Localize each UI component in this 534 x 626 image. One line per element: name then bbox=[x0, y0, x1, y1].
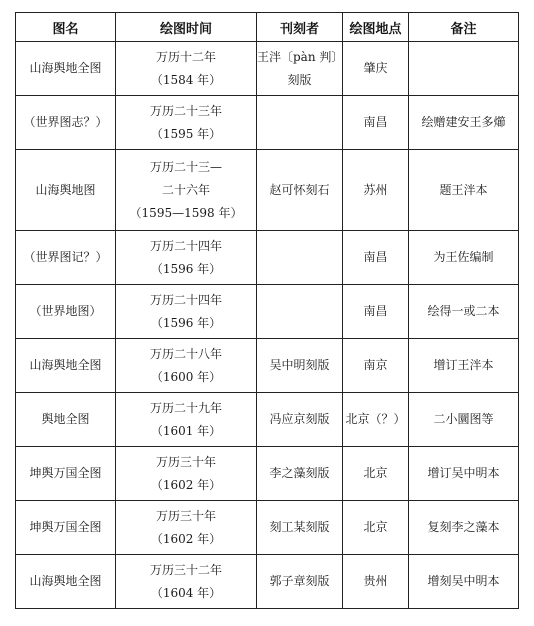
cell-drawing-time-line: 万历二十九年 bbox=[149, 400, 222, 415]
cell-map-name: 山海舆地图 bbox=[16, 150, 116, 231]
header-row bbox=[16, 13, 519, 42]
cell-drawing-place: 南昌 bbox=[343, 231, 409, 285]
table-header bbox=[16, 13, 519, 42]
cell-engraver-line: 刻版 bbox=[287, 72, 312, 87]
cell-map-name: 山海舆地全图 bbox=[16, 339, 116, 393]
cell-drawing-time-line: 万历三十二年 bbox=[149, 562, 222, 577]
cell-drawing-place: 苏州 bbox=[343, 150, 409, 231]
cell-note: 增刻吴中明本 bbox=[409, 555, 519, 609]
cell-engraver-line: 冯应京刻版 bbox=[269, 412, 330, 426]
cell-engraver bbox=[257, 501, 343, 555]
cell-note: 为王佐编制 bbox=[409, 231, 519, 285]
cell-drawing-time-line: （1604 年） bbox=[150, 585, 222, 600]
cell-drawing-time-line: （1584 年） bbox=[150, 72, 222, 87]
cell-drawing-place: 南昌 bbox=[343, 96, 409, 150]
cell-note: 绘赠建安王多㸅 bbox=[409, 96, 519, 150]
table-row bbox=[16, 231, 519, 285]
cell-engraver bbox=[257, 555, 343, 609]
header-engraver: 刊刻者 bbox=[257, 13, 343, 42]
cell-drawing-time-line: 万历三十年 bbox=[155, 508, 216, 523]
table-row bbox=[16, 96, 519, 150]
cell-engraver-line: 郭子章刻版 bbox=[269, 574, 330, 588]
cell-engraver-line: 王泮〔pàn 判〕 bbox=[257, 49, 344, 64]
header-drawing-place: 绘图地点 bbox=[343, 13, 409, 42]
cell-drawing-time bbox=[116, 42, 257, 96]
cell-note: 题王泮本 bbox=[409, 150, 519, 231]
cell-drawing-time-line: （1595 年） bbox=[150, 126, 222, 141]
cell-map-name: 山海舆地全图 bbox=[16, 42, 116, 96]
cell-drawing-time-line: 万历三十年 bbox=[155, 454, 216, 469]
cell-drawing-time bbox=[116, 447, 257, 501]
cell-engraver-line: 赵可怀刻石 bbox=[269, 182, 330, 197]
cell-drawing-time-line: 万历二十三年 bbox=[149, 103, 222, 118]
cell-engraver bbox=[257, 96, 343, 150]
cell-drawing-time bbox=[116, 339, 257, 393]
cell-drawing-time bbox=[116, 285, 257, 339]
cell-engraver bbox=[257, 339, 343, 393]
cell-engraver bbox=[257, 285, 343, 339]
cell-drawing-place: 北京（？） bbox=[343, 393, 409, 447]
cell-engraver-line: 刻工某刻版 bbox=[269, 520, 330, 534]
cell-drawing-time-line: 万历二十三— bbox=[149, 159, 222, 174]
cell-drawing-place: 北京 bbox=[343, 447, 409, 501]
cell-drawing-time-line: 万历十二年 bbox=[155, 49, 216, 64]
cell-engraver bbox=[257, 231, 343, 285]
cell-map-name: 坤舆万国全图 bbox=[16, 501, 116, 555]
cell-map-name: 山海舆地全图 bbox=[16, 555, 116, 609]
cell-engraver-line: 吴中明刻版 bbox=[269, 358, 330, 372]
cell-drawing-time-line: （1602 年） bbox=[150, 477, 222, 492]
cell-engraver bbox=[257, 447, 343, 501]
cell-drawing-time-line: 万历二十四年 bbox=[149, 292, 222, 307]
cell-note: 二小圜图等 bbox=[409, 393, 519, 447]
cell-drawing-time-line: （1601 年） bbox=[150, 423, 222, 438]
cell-drawing-time bbox=[116, 150, 257, 231]
cell-drawing-time bbox=[116, 393, 257, 447]
cell-drawing-time-line: （1602 年） bbox=[150, 531, 222, 546]
cell-engraver-line: 李之藻刻版 bbox=[269, 466, 330, 480]
cell-map-name: （世界地图） bbox=[16, 285, 116, 339]
table-row bbox=[16, 555, 519, 609]
cell-engraver bbox=[257, 150, 343, 231]
cell-drawing-time-line: 万历二十八年 bbox=[149, 346, 222, 361]
cell-engraver bbox=[257, 393, 343, 447]
table-row bbox=[16, 393, 519, 447]
cell-drawing-time-line: （1595—1598 年） bbox=[129, 205, 243, 220]
map-table bbox=[15, 12, 519, 609]
cell-engraver bbox=[257, 42, 343, 96]
table-body bbox=[16, 42, 519, 609]
cell-drawing-time bbox=[116, 231, 257, 285]
table-row bbox=[16, 285, 519, 339]
cell-drawing-time bbox=[116, 96, 257, 150]
cell-drawing-place: 肇庆 bbox=[343, 42, 409, 96]
cell-drawing-time bbox=[116, 501, 257, 555]
header-note: 备注 bbox=[409, 13, 519, 42]
cell-drawing-time-line: 万历二十四年 bbox=[149, 238, 222, 253]
cell-drawing-time-line: （1596 年） bbox=[150, 315, 222, 330]
cell-map-name: 舆地全图 bbox=[16, 393, 116, 447]
table-row bbox=[16, 501, 519, 555]
cell-note: 复刻李之藻本 bbox=[409, 501, 519, 555]
cell-drawing-time bbox=[116, 555, 257, 609]
header-map-name: 图名 bbox=[16, 13, 116, 42]
cell-drawing-time-line: （1596 年） bbox=[150, 261, 222, 276]
table-row bbox=[16, 447, 519, 501]
cell-drawing-time-line: （1600 年） bbox=[150, 369, 222, 384]
cell-map-name: （世界图记？） bbox=[16, 231, 116, 285]
cell-note: 绘得一或二本 bbox=[409, 285, 519, 339]
cell-drawing-place: 南京 bbox=[343, 339, 409, 393]
cell-drawing-time-line: 二十六年 bbox=[161, 182, 210, 197]
cell-note: 增订王泮本 bbox=[409, 339, 519, 393]
table-row bbox=[16, 339, 519, 393]
cell-map-name: 坤舆万国全图 bbox=[16, 447, 116, 501]
cell-drawing-place: 北京 bbox=[343, 501, 409, 555]
cell-drawing-place: 贵州 bbox=[343, 555, 409, 609]
cell-note: 增订吴中明本 bbox=[409, 447, 519, 501]
table-row bbox=[16, 42, 519, 96]
table-row bbox=[16, 150, 519, 231]
cell-drawing-place: 南昌 bbox=[343, 285, 409, 339]
cell-note bbox=[409, 42, 519, 96]
header-drawing-time: 绘图时间 bbox=[116, 13, 257, 42]
cell-map-name: （世界图志？） bbox=[16, 96, 116, 150]
